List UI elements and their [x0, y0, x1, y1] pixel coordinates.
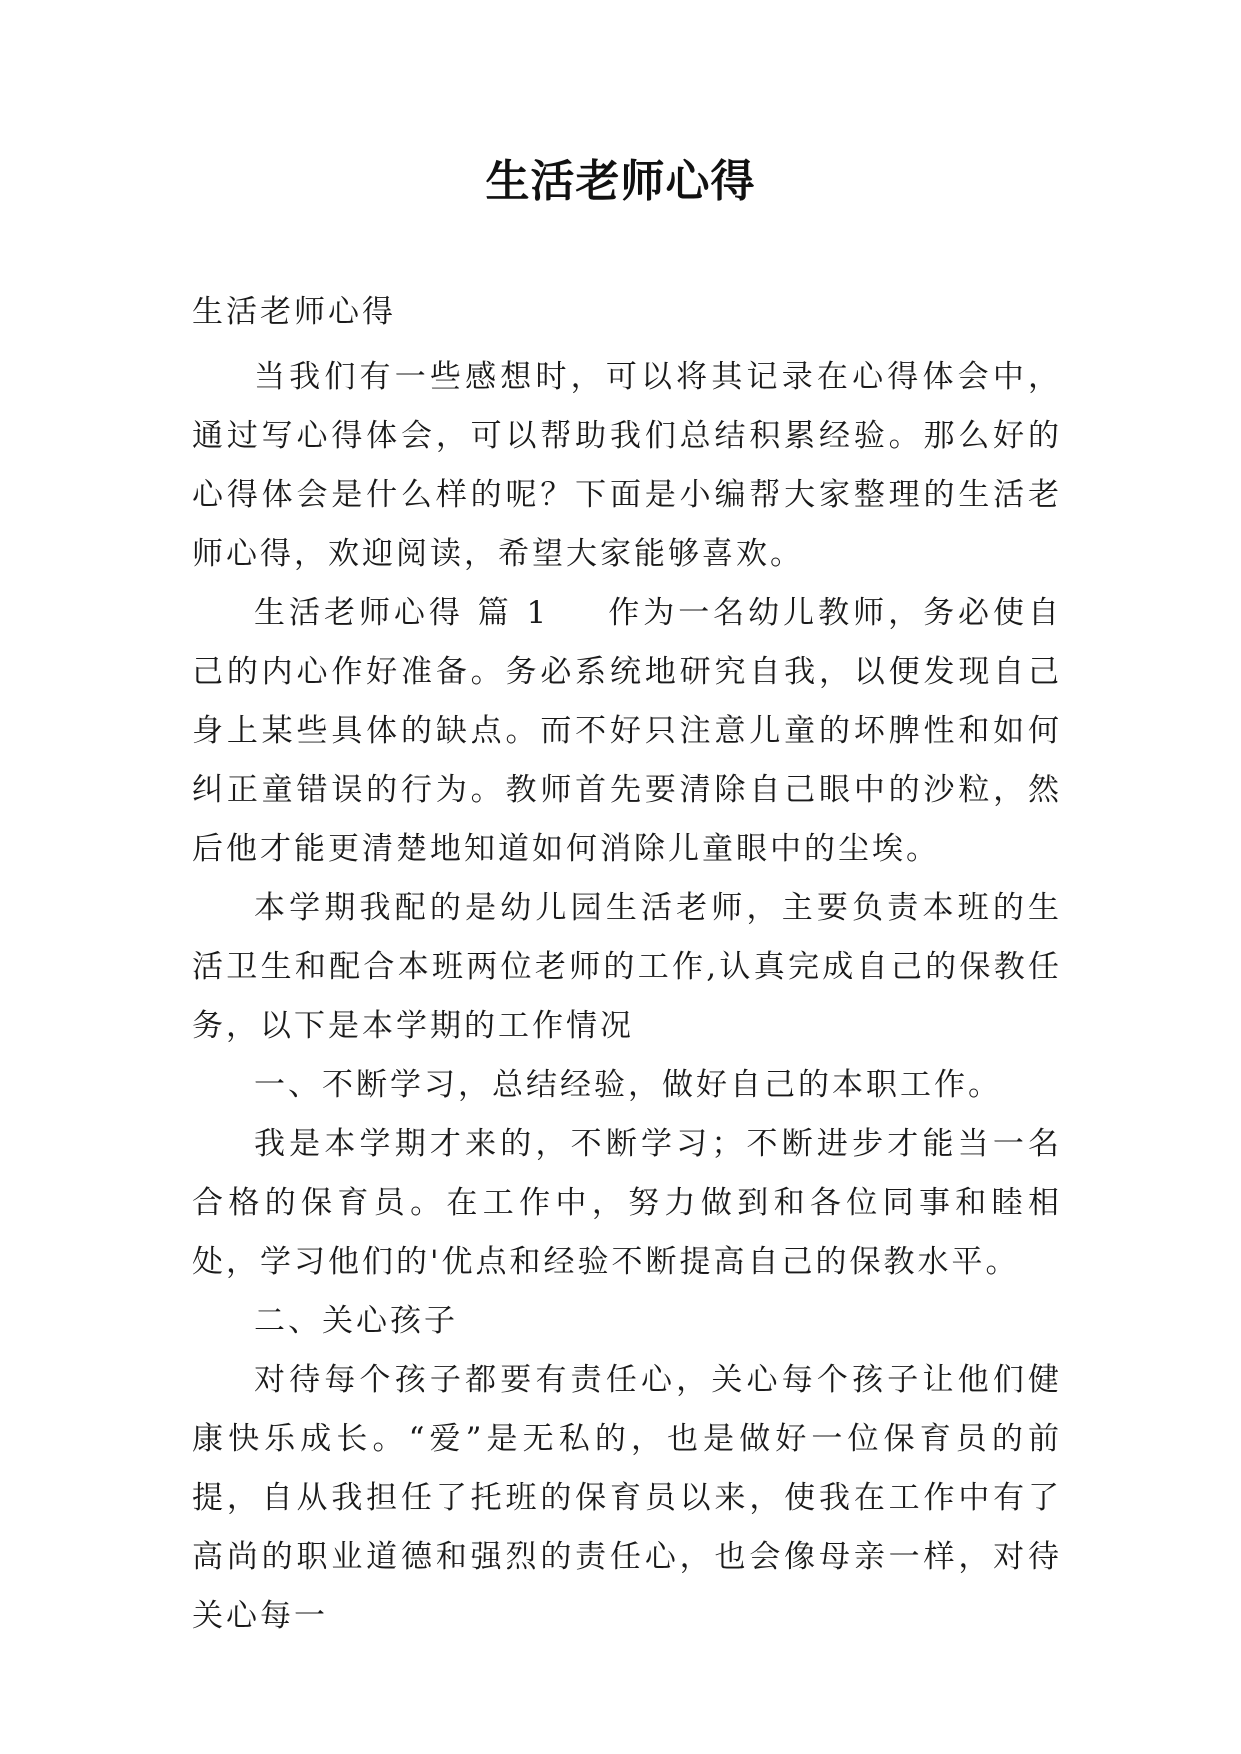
intro-paragraph: 当我们有一些感想时，可以将其记录在心得体会中，通过写心得体会，可以帮助我们总结积累经验。那么好的心得体会是什么样的呢？下面是小编帮大家整理的生活老师心得，欢迎阅读，希望大家能够喜欢。: [192, 359, 1062, 572]
document-subtitle: 生活老师心得: [192, 294, 396, 330]
learning-paragraph: 我是本学期才来的，不断学习；不断进步才能当一名合格的保育员。在工作中，努力做到和各位同事和睦相处，学习他们的'优点和经验不断提高自己的保教水平。: [192, 1126, 1062, 1280]
care-paragraph: 对待每个孩子都要有责任心，关心每个孩子让他们健康快乐成长。“爱”是无私的，也是做好一位保育员的前提，自从我担任了托班的保育员以来，使我在工作中有了高尚的职业道德和强烈的责任心，也会像母亲一样，对待关心每一: [192, 1362, 1062, 1634]
section-1-paragraph: [192, 584, 1062, 879]
section-1-heading: 生活老师心得 篇 1: [254, 595, 550, 631]
heading-learning: 一、不断学习，总结经验，做好自己的本职工作。: [254, 1067, 1002, 1103]
heading-care: 二、关心孩子: [254, 1303, 458, 1339]
section-1-text: 作为一名幼儿教师，务必使自己的内心作好准备。务必系统地研究自我，以便发现自己身上某些具体的缺点。而不好只注意儿童的坏脾性和如何纠正童错误的行为。教师首先要清除自己眼中的沙粒，然后他才能更清楚地知道如何消除儿童眼中的尘埃。: [192, 595, 1063, 867]
semester-paragraph: 本学期我配的是幼儿园生活老师，主要负责本班的生活卫生和配合本班两位老师的工作,认真完成自己的保教任务，以下是本学期的工作情况: [192, 890, 1062, 1044]
document-title: 生活老师心得: [485, 156, 756, 207]
document-body: [192, 290, 1062, 1646]
